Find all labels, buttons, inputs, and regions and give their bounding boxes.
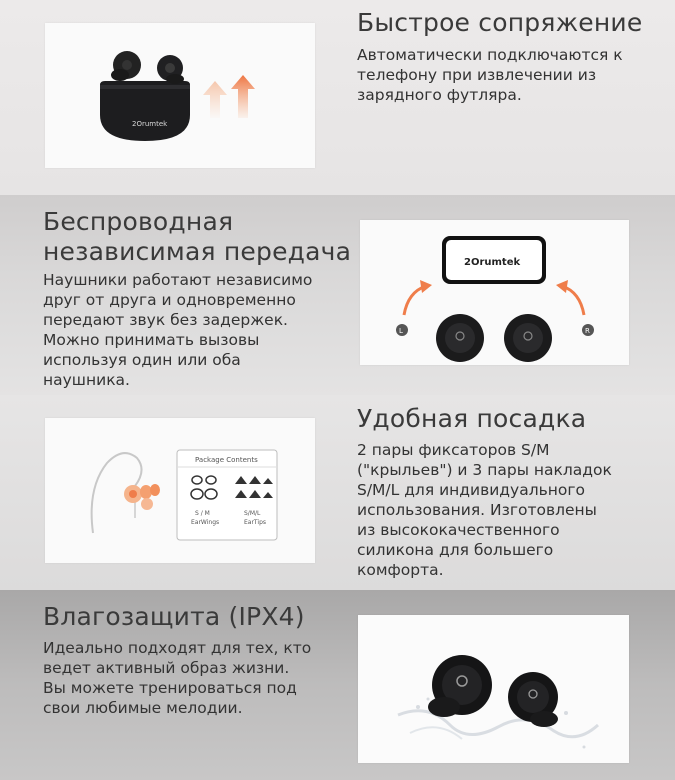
- case-image: [45, 23, 315, 168]
- section-1-title: Быстрое сопряжение: [357, 8, 643, 37]
- section-3-description: 2 пары фиксаторов S/M ("крыльев") и 3 пары накладок S/M/L для индивидуального использования. Изготовлены из высококачественного силикона для большего комфорта.: [357, 441, 612, 579]
- section-1-description: Автоматически подключаются к телефону при извлечении из зарядного футляра.: [357, 46, 623, 104]
- phone-brand-text: 2Orumtek: [464, 257, 521, 268]
- package-title: Package Contents: [195, 456, 258, 464]
- case-brand-text: 2Orumtek: [132, 120, 168, 128]
- left-label: L: [399, 327, 403, 335]
- section-4-description: Идеально подходят для тех, кто ведет активный образ жизни. Вы можете тренироваться под свои любимые мелодии.: [43, 639, 312, 717]
- wings-size-label: S / M: [195, 510, 210, 517]
- tips-size-label: S/M/L: [244, 510, 261, 517]
- section-4-title: Влагозащита (IPX4): [43, 602, 305, 631]
- section-3-title: Удобная посадка: [357, 404, 587, 433]
- section-2-description: Наушники работают независимо друг от друга и одновременно передают звук без задержек. Можно принимать вызовы используя один или оба наушника.: [43, 271, 313, 389]
- right-label: R: [585, 327, 590, 335]
- fit-package-image: [45, 418, 315, 563]
- water-resistance-image: [358, 615, 629, 763]
- section-2-title: Беспроводная независимая передача: [43, 207, 352, 266]
- independent-earbuds-image: [360, 220, 629, 365]
- tips-name-label: EarTips: [244, 519, 267, 526]
- wings-name-label: EarWings: [191, 519, 220, 526]
